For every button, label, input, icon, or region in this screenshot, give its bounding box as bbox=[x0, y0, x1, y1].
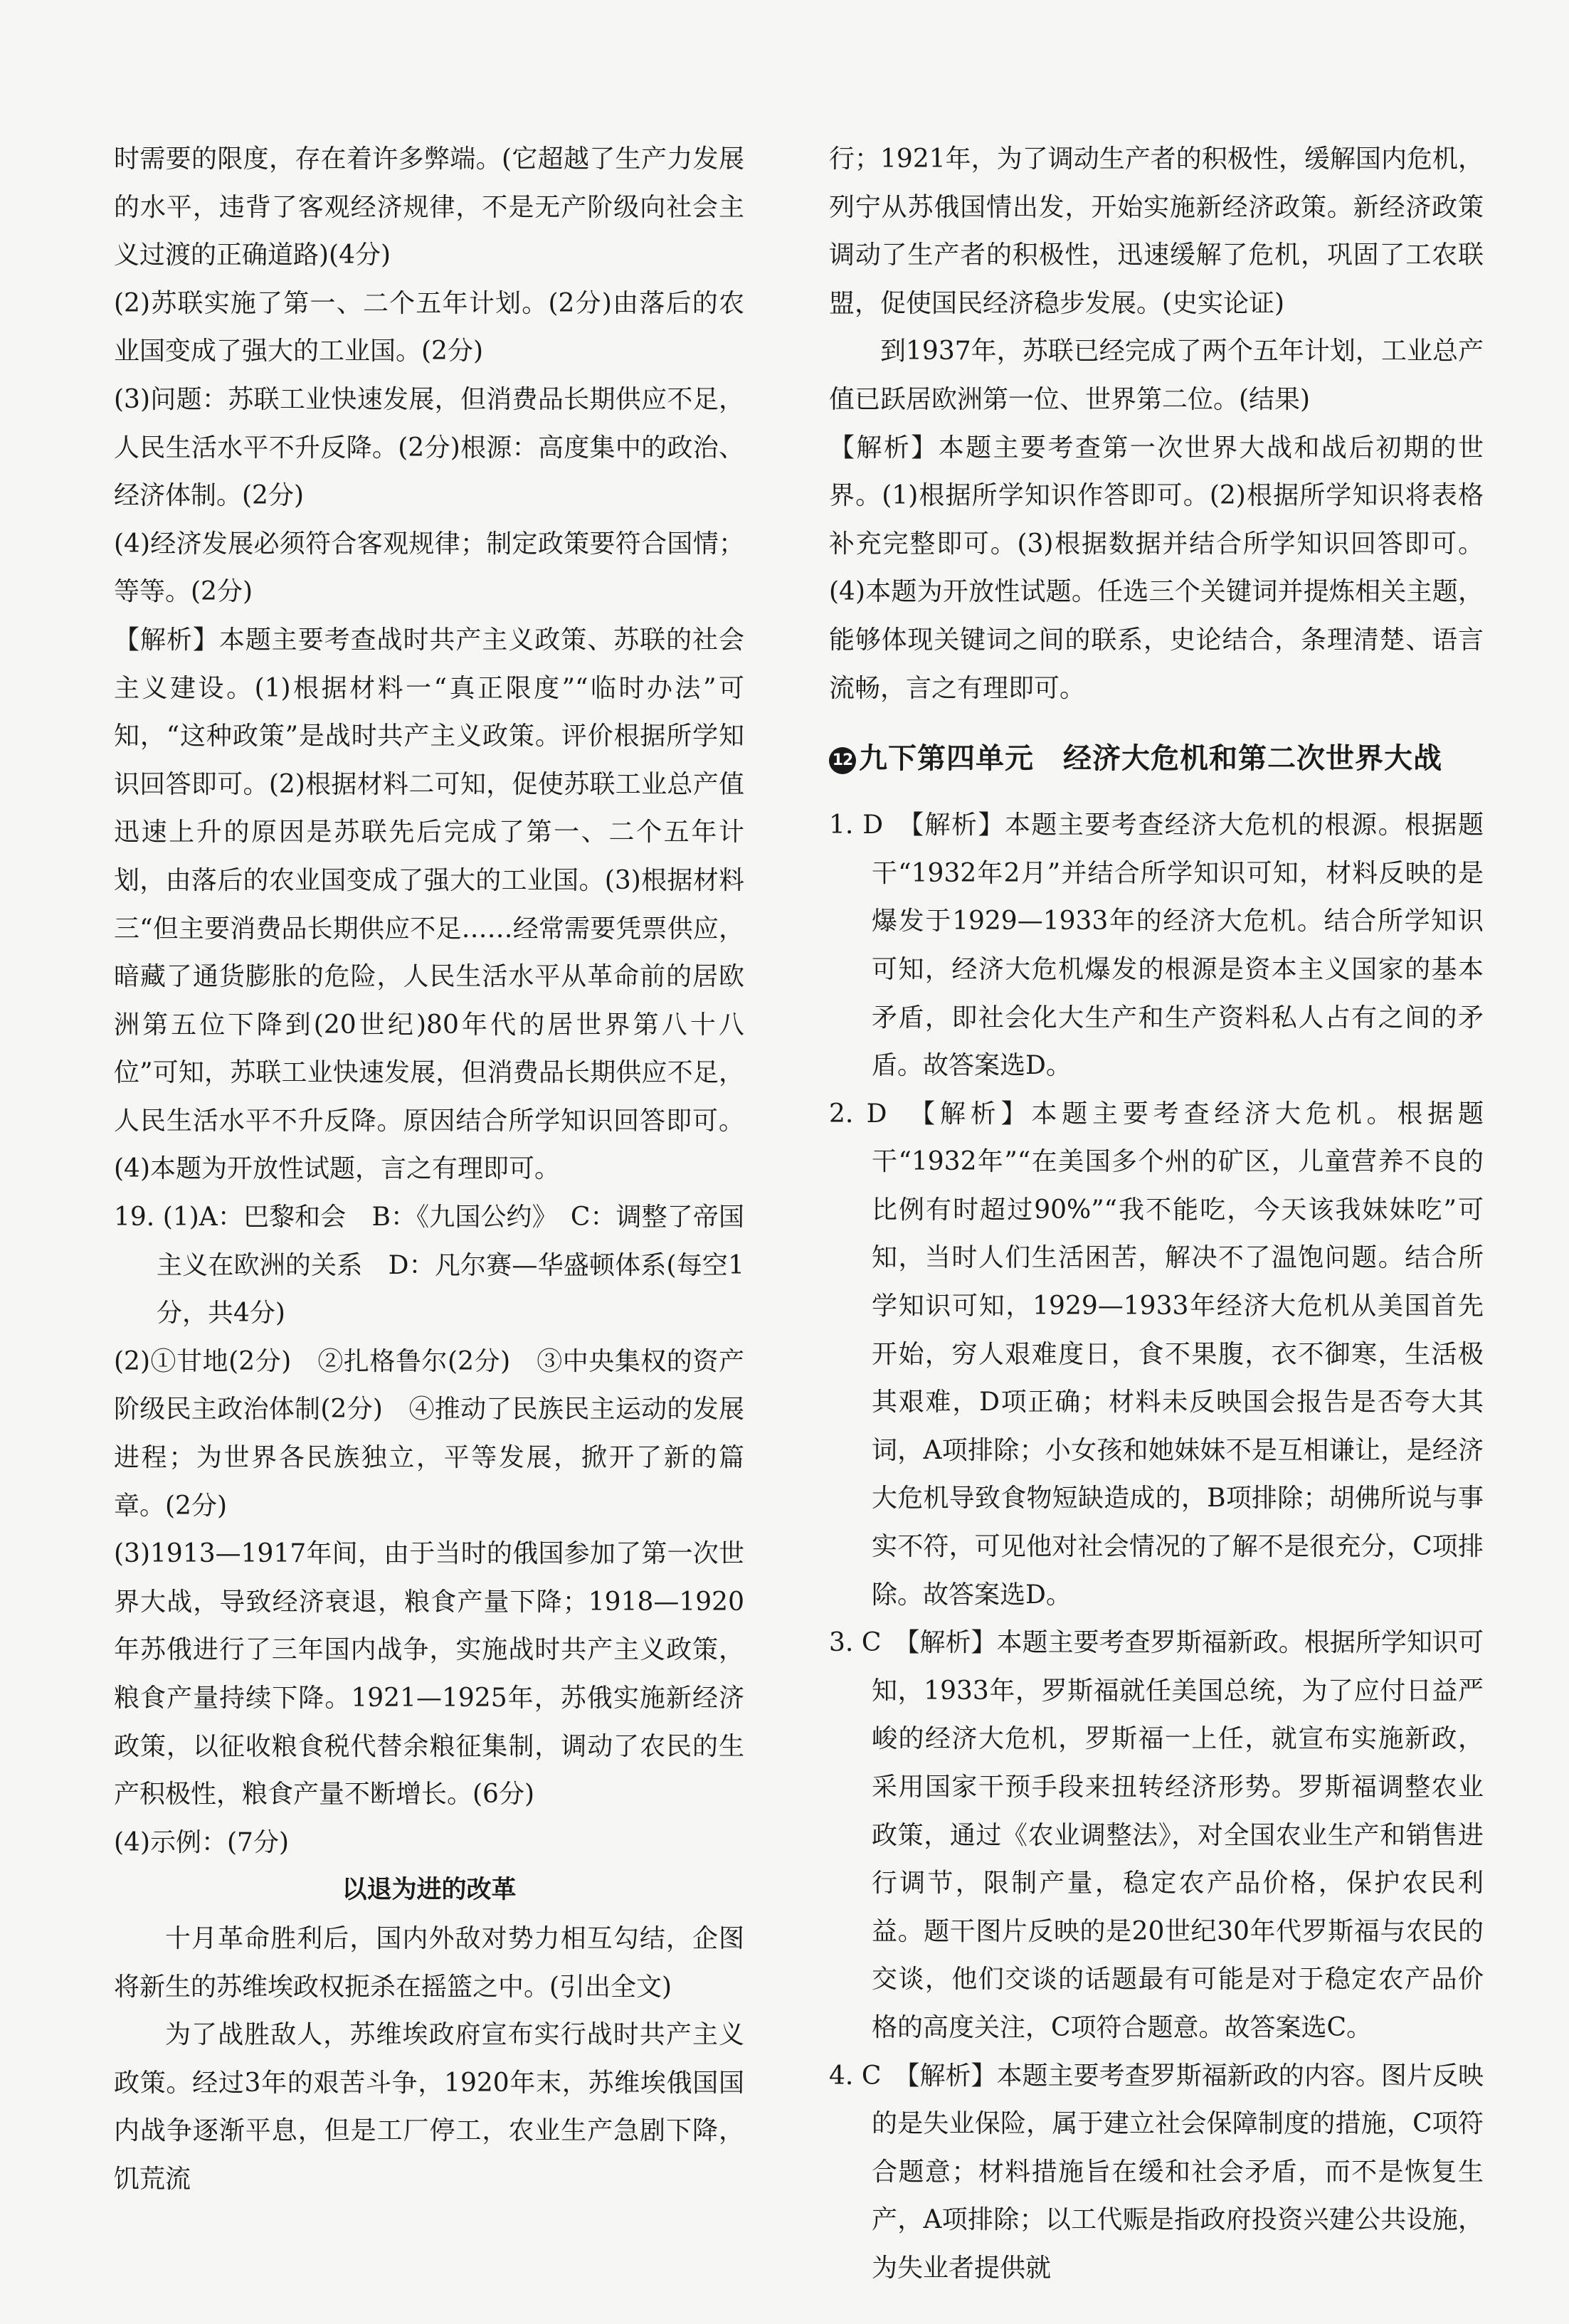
question-19-part-2: (2)①甘地(2分) ②扎格鲁尔(2分) ③中央集权的资产阶级民主政治体制(2分) ④推动了民族民主运动的发展进程；为世界各民族独立，平等发展，掀开了新的篇章。(2分) bbox=[114, 1346, 744, 1521]
analysis-paragraph: 【解析】本题主要考查第一次世界大战和战后初期的世界。(1)根据所学知识作答即可。(2)根据所学知识将表格补充完整即可。(3)根据数据并结合所学知识回答即可。(4)本题为开放性试题。任选三个关键词并提炼相关主题，能够体现关键词之间的联系，史论结合，条理清楚、语言流畅，言之有理即可。 bbox=[829, 433, 1484, 703]
paragraph: (4)经济发展必须符合客观规律；制定政策要符合国情；等等。(2分) bbox=[114, 529, 744, 607]
answer-item: 1. D 【解析】本题主要考查经济大危机的根源。根据题干“1932年2月”并结合所学知识可知，材料反映的是爆发于1929—1933年的经济大危机。结合所学知识可知，经济大危机爆发的根源是资本主义国家的基本矛盾，即社会化大生产和生产资料私人占有之间的矛盾。故答案选D。 bbox=[829, 810, 1484, 1081]
essay-paragraph: 为了战胜敌人，苏维埃政府宣布实行战时共产主义政策。经过3年的艰苦斗争，1920年末，苏维埃俄国国内战争逐渐平息，但是工厂停工，农业生产急剧下降，饥荒流 bbox=[114, 2020, 744, 2194]
question-19-part-3: (3)1913—1917年间，由于当时的俄国参加了第一次世界大战，导致经济衰退，粮食产量下降；1918—1920年苏俄进行了三年国内战争，实施战时共产主义政策，粮食产量持续下降。1921—1925年，苏俄实施新经济政策，以征收粮食税代替余粮征集制，调动了农民的生产积极性，粮食产量不断增长。(6分) bbox=[114, 1539, 744, 1810]
answer-item: 4. C 【解析】本题主要考查罗斯福新政的内容。图片反映的是失业保险，属于建立社会保障制度的措施，C项符合题意；材料措施旨在缓和社会矛盾，而不是恢复生产，A项排除；以工代赈是指政府投资兴建公共设施，为失业者提供就 bbox=[829, 2061, 1484, 2283]
essay-paragraph: 行；1921年，为了调动生产者的积极性，缓解国内危机，列宁从苏俄国情出发，开始实施新经济政策。新经济政策调动了生产者的积极性，迅速缓解了危机，巩固了工农联盟，促使国民经济稳步发展。(史实论证) bbox=[829, 144, 1484, 318]
left-column bbox=[114, 135, 744, 2204]
section-heading bbox=[829, 716, 1484, 801]
analysis-paragraph: 【解析】本题主要考查战时共产主义政策、苏联的社会主义建设。(1)根据材料一“真正限度”“临时办法”可知，“这种政策”是战时共产主义政策。评价根据所学知识回答即可。(2)根据材料二可知，促使苏联工业总产值迅速上升的原因是苏联先后完成了第一、二个五年计划，由落后的农业国变成了强大的工业国。(3)根据材料三“但主要消费品长期供应不足……经常需要凭票供应，暗藏了通货膨胀的危险，人民生活水平从革命前的居欧洲第五位下降到(20世纪)80年代的居世界第八十八位”可知，苏联工业快速发展，但消费品长期供应不足，人民生活水平不升反降。原因结合所学知识回答即可。(4)本题为开放性试题，言之有理即可。 bbox=[114, 625, 744, 1184]
answer-item: 3. C 【解析】本题主要考查罗斯福新政。根据所学知识可知，1933年，罗斯福就任美国总统，为了应付日益严峻的经济大危机，罗斯福一上任，就宣布实施新政，采用国家干预手段来扭转经济形势。罗斯福调整农业政策，通过《农业调整法》，对全国农业生产和销售进行调节，限制产量，稳定农产品价格，保护农民利益。题干图片反映的是20世纪30年代罗斯福与农民的交谈，他们交谈的话题最有可能是对于稳定农产品价格的高度关注，C项符合题意。故答案选C。 bbox=[829, 1628, 1484, 2042]
paragraph: (2)苏联实施了第一、二个五年计划。(2分)由落后的农业国变成了强大的工业国。(2分) bbox=[114, 288, 744, 366]
paragraph: 时需要的限度，存在着许多弊端。(它超越了生产力发展的水平，违背了客观经济规律，不是无产阶级向社会主义过渡的正确道路)(4分) bbox=[114, 144, 744, 270]
section-title-text: 九下第四单元 经济大危机和第二次世界大战 bbox=[859, 742, 1442, 776]
essay-paragraph: 十月革命胜利后，国内外敌对势力相互勾结，企图将新生的苏维埃政权扼杀在摇篮之中。(引出全文) bbox=[114, 1923, 744, 2002]
section-number-badge: 12 bbox=[829, 747, 856, 774]
essay-paragraph: 到1937年，苏联已经完成了两个五年计划，工业总产值已跃居欧洲第一位、世界第二位。(结果) bbox=[829, 337, 1484, 414]
question-19-part-4: (4)示例：(7分) bbox=[114, 1827, 289, 1857]
answer-item: 2. D 【解析】本题主要考查经济大危机。根据题干“1932年”“在美国多个州的矿区，儿童营养不良的比例有时超过90%”“我不能吃，今天该我妹妹吃”可知，当时人们生活困苦，解决不了温饱问题。结合所学知识可知，1929—1933年经济大危机从美国首先开始，穷人艰难度日，食不果腹，衣不御寒，生活极其艰难，D项正确；材料未反映国会报告是否夸大其词，A项排除；小女孩和她妹妹不是互相谦让，是经济大危机导致食物短缺造成的，B项排除；胡佛所说与事实不符，可见他对社会情况的了解不是很充分，C项排除。故答案选D。 bbox=[829, 1099, 1484, 1610]
question-19-part-1: 19. (1)A：巴黎和会 B：《九国公约》 C：调整了帝国主义在欧洲的关系 D：凡尔赛—华盛顿体系(每空1分，共4分) bbox=[114, 1203, 744, 1329]
essay-title: 以退为进的改革 bbox=[342, 1876, 517, 1905]
paragraph: (3)问题：苏联工业快速发展，但消费品长期供应不足，人民生活水平不升反降。(2分)根源：高度集中的政治、经济体制。(2分) bbox=[114, 384, 744, 511]
right-column bbox=[829, 135, 1484, 2293]
